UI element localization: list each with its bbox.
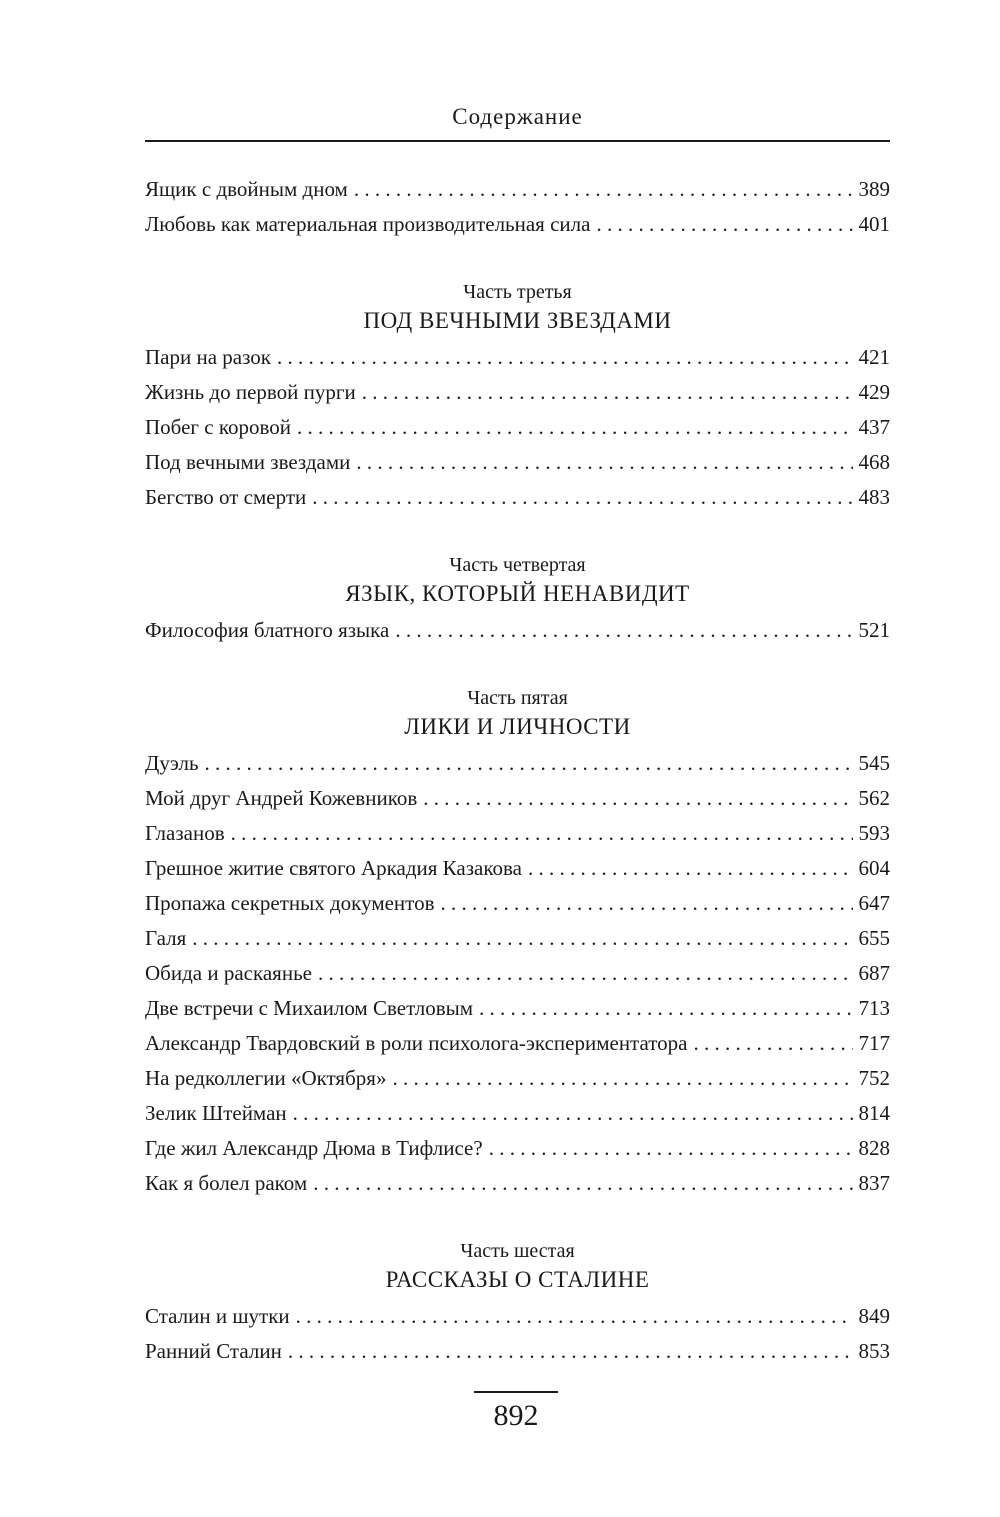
- toc-entry[interactable]: [145, 207, 890, 242]
- toc-entry-title: Галя: [145, 926, 187, 950]
- toc-entry-title: Глазанов: [145, 821, 225, 845]
- part-title: РАССКАЗЫ О СТАЛИНЕ: [385, 1267, 650, 1292]
- part-label: Часть шестая: [460, 1240, 575, 1262]
- dot-leader: [288, 1334, 853, 1369]
- toc-entry-title: Грешное житие святого Аркадия Казакова: [145, 856, 522, 880]
- dot-leader: [293, 1096, 853, 1131]
- toc-entry-page: 849: [858, 1304, 890, 1328]
- toc-entry-title: Сталин и шутки: [145, 1304, 290, 1328]
- dot-leader: [392, 1061, 852, 1096]
- toc-entry-title: Обида и раскаянье: [145, 961, 312, 985]
- dot-leader: [312, 480, 852, 515]
- toc-entry[interactable]: [145, 781, 890, 816]
- toc-entry-page: 593: [858, 821, 890, 845]
- dot-leader: [528, 851, 853, 886]
- toc-entry-page: 604: [858, 856, 890, 880]
- toc-entry-page: 421: [858, 345, 890, 369]
- dot-leader: [596, 207, 852, 242]
- toc-entry-title: Дуэль: [145, 751, 199, 775]
- dot-leader: [231, 816, 853, 851]
- dot-leader: [318, 956, 853, 991]
- dot-leader: [362, 375, 853, 410]
- toc-entry-page: 752: [858, 1066, 890, 1090]
- toc-entry[interactable]: [145, 1299, 890, 1334]
- part-heading: [145, 279, 890, 337]
- dot-leader: [354, 172, 853, 207]
- toc-entry-title: На редколлегии «Октября»: [145, 1066, 387, 1090]
- toc-entry-title: Ранний Сталин: [145, 1339, 282, 1363]
- dot-leader: [423, 781, 852, 816]
- toc-entry-title: Как я болел раком: [145, 1171, 308, 1195]
- toc-entry-page: 687: [858, 961, 890, 985]
- toc-entry-page: 545: [858, 751, 890, 775]
- toc-entry-title: Пари на разок: [145, 345, 271, 369]
- toc-entry[interactable]: [145, 480, 890, 515]
- dot-leader: [313, 1166, 852, 1201]
- toc-entry-title: Ящик с двойным дном: [145, 177, 348, 201]
- toc-entry-title: Философия блатного языка: [145, 618, 390, 642]
- dot-leader: [356, 445, 852, 480]
- dot-leader: [693, 1026, 852, 1061]
- toc-entry[interactable]: [145, 746, 890, 781]
- part-heading: [145, 552, 890, 610]
- toc-entry-title: Мой друг Андрей Кожевников: [145, 786, 418, 810]
- part-heading: [145, 1238, 890, 1296]
- dot-leader: [489, 1131, 853, 1166]
- toc-entry-page: 713: [858, 996, 890, 1020]
- toc-entry-page: 401: [858, 212, 890, 236]
- toc-entry-title: Любовь как материальная производительная сила: [145, 212, 591, 236]
- toc-entry-page: 828: [858, 1136, 890, 1160]
- part-label: Часть пятая: [467, 687, 568, 709]
- toc-entry-title: Зелик Штейман: [145, 1101, 287, 1125]
- toc-entry-page: 837: [858, 1171, 890, 1195]
- toc-entry[interactable]: [145, 613, 890, 648]
- toc-entry-title: Где жил Александр Дюма в Тифлисе?: [145, 1136, 483, 1160]
- toc-entry[interactable]: [145, 410, 890, 445]
- toc-entry-page: 468: [858, 450, 890, 474]
- toc-entry[interactable]: [145, 1166, 890, 1201]
- toc-entry-title: Под вечными звездами: [145, 450, 351, 474]
- toc-entry[interactable]: [145, 921, 890, 956]
- toc-entry-title: Две встречи с Михаилом Светловым: [145, 996, 474, 1020]
- toc-entry[interactable]: [145, 886, 890, 921]
- toc-entry[interactable]: [145, 1061, 890, 1096]
- dot-leader: [192, 921, 852, 956]
- toc-entry-page: 429: [858, 380, 890, 404]
- toc-entry-page: 814: [858, 1101, 890, 1125]
- part-title: ЛИКИ И ЛИЧНОСТИ: [404, 714, 631, 739]
- dot-leader: [205, 746, 853, 781]
- toc-entry-page: 521: [858, 618, 890, 642]
- header-rule: [145, 140, 890, 142]
- toc-entry-page: 483: [858, 485, 890, 509]
- dot-leader: [395, 613, 852, 648]
- part-heading: [145, 685, 890, 743]
- running-header: Содержание: [452, 104, 583, 129]
- toc-entry-page: 437: [858, 415, 890, 439]
- toc-entry-page: 655: [858, 926, 890, 950]
- table-of-contents: [145, 172, 890, 1369]
- folio-rule: [474, 1391, 558, 1393]
- toc-entry-page: 717: [858, 1031, 890, 1055]
- toc-entry[interactable]: [145, 1334, 890, 1369]
- toc-entry-page: 562: [858, 786, 890, 810]
- toc-entry-title: Жизнь до первой пурги: [145, 380, 356, 404]
- toc-entry[interactable]: [145, 172, 890, 207]
- toc-entry[interactable]: [145, 1026, 890, 1061]
- toc-entry[interactable]: [145, 445, 890, 480]
- toc-entry-title: Александр Твардовский в роли психолога-экспериментатора: [145, 1031, 688, 1055]
- toc-entry[interactable]: [145, 851, 890, 886]
- toc-entry[interactable]: [145, 1096, 890, 1131]
- toc-entry-title: Бегство от смерти: [145, 485, 307, 509]
- part-title: ЯЗЫК, КОТОРЫЙ НЕНАВИДИТ: [345, 581, 690, 606]
- toc-entry-title: Пропажа секретных документов: [145, 891, 435, 915]
- dot-leader: [277, 340, 853, 375]
- toc-entry[interactable]: [145, 956, 890, 991]
- dot-leader: [297, 410, 853, 445]
- dot-leader: [296, 1299, 853, 1334]
- dot-leader: [440, 886, 852, 921]
- part-label: Часть четвертая: [449, 554, 586, 576]
- toc-entry[interactable]: [145, 340, 890, 375]
- toc-entry[interactable]: [145, 991, 890, 1026]
- toc-entry[interactable]: [145, 1131, 890, 1166]
- part-label: Часть третья: [463, 281, 572, 303]
- dot-leader: [479, 991, 852, 1026]
- page-number: 892: [493, 1399, 539, 1432]
- toc-entry-page: 389: [858, 177, 890, 201]
- toc-entry-page: 647: [858, 891, 890, 915]
- part-title: ПОД ВЕЧНЫМИ ЗВЕЗДАМИ: [363, 308, 672, 333]
- toc-entry[interactable]: [145, 375, 890, 410]
- toc-entry[interactable]: [145, 816, 890, 851]
- toc-entry-title: Побег с коровой: [145, 415, 291, 439]
- toc-entry-page: 853: [858, 1339, 890, 1363]
